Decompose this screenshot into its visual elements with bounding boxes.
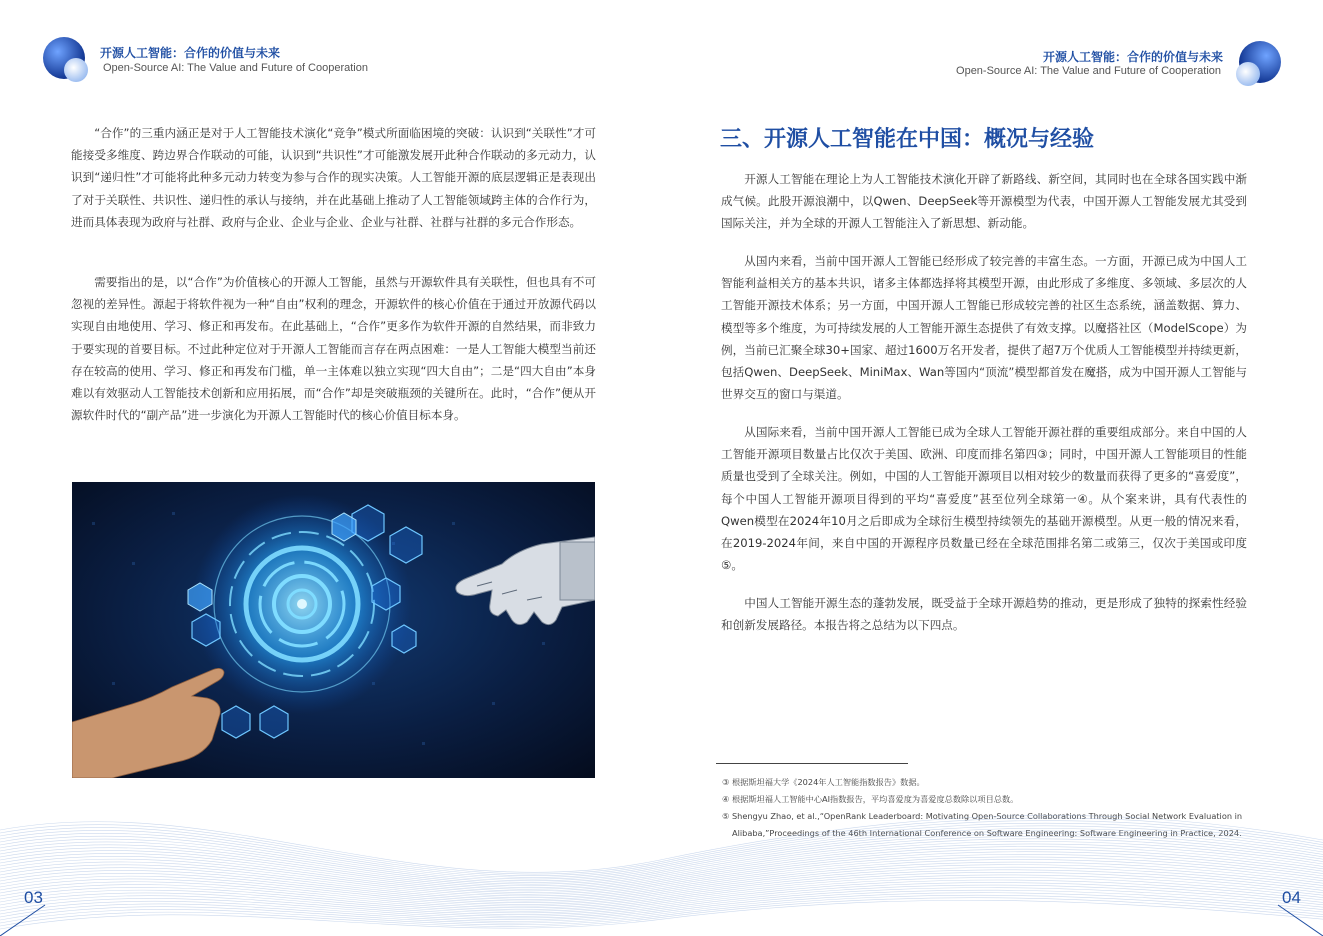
wave-decoration [0, 800, 1323, 936]
right-paragraph-3: 从国际来看，当前中国开源人工智能已成为全球人工智能开源社群的重要组成部分。来自中国的人工智能开源项目数量占比仅次于美国、欧洲、印度而排名第四③；同时，中国开源人工智能项目的性能质量也受到了全球关注。例如，中国的人工智能开源项目以相对较少的数量而获得了更多的“喜爱度”，每个中国人工智能开源项目得到的平均“喜爱度”甚至位列全球第一④。从个案来讲，具有代表性的Qwen模型在2024年10月之后即成为全球衍生模型持续领先的基础开源模型。从更一般的情况来看，在2019-2024年间，来自中国的开源程序员数量已经在全球范围排名第二或第三，仅次于美国或印度⑤。 [721, 425, 1247, 573]
left-paragraph-2: 需要指出的是，以“合作”为价值核心的开源人工智能，虽然与开源软件具有关联性，但也具有不可忽视的差异性。源起于将软件视为一种“自由”权利的理念，开源软件的核心价值在于通过开放源代码以实现自由地使用、学习、修正和再发布。在此基础上，“合作”更多作为软件开源的自然结果，而非致力于要实现的首要目标。不过此种定位对于开源人工智能而言存在两点困难：一是人工智能大模型当前还存在较高的使用、学习、修正和再发布门槛，单一主体难以独立实现“四大自由”；二是“四大自由”本身难以有效驱动人工智能技术创新和应用拓展，而“合作”却是突破瓶颈的关键所在。此时，“合作”便从开源软件时代的“副产品”进一步演化为开源人工智能时代的核心价值目标本身。 [71, 275, 596, 423]
brand-logo-icon [1234, 40, 1282, 88]
footnote-divider [716, 763, 908, 764]
brand-logo-icon [42, 36, 90, 84]
footnote-3: ③ 根据斯坦福大学《2024年人工智能指数报告》数据。 [722, 777, 925, 787]
right-paragraph-4: 中国人工智能开源生态的蓬勃发展，既受益于全球开源趋势的推动，更是形成了独特的探索性经验和创新发展路径。本报告将之总结为以下四点。 [721, 596, 1247, 633]
footnote-5: ⑤ Shengyu Zhao, et al.,“OpenRank Leaderboard: Motivating Open-Source Collaborations Through Social Network Evaluation in [722, 811, 1243, 821]
header-title-en-right: Open-Source AI: The Value and Future of Cooperation [956, 65, 1221, 77]
page-number-left: 03 [24, 888, 43, 907]
footnote-5-cont: Alibaba,”Proceedings of the 46th International Conference on Software Engineering: Software Engineering in Practice, 2024. [732, 828, 1242, 838]
header-title-en: Open-Source AI: The Value and Future of Cooperation [103, 62, 368, 74]
header-title-cn-right: 开源人工智能：合作的价值与未来 [1042, 50, 1223, 64]
right-paragraph-1: 开源人工智能在理论上为人工智能技术演化开辟了新路线、新空间，其同时也在全球各国实践中渐成气候。此股开源浪潮中，以Qwen、DeepSeek等开源模型为代表，中国开源人工智能发展尤其受到国际关注，并为全球的开源人工智能注入了新思想、新动能。 [721, 172, 1247, 231]
left-paragraph-1: “合作”的三重内涵正是对于人工智能技术演化“竞争”模式所面临困境的突破：认识到“关联性”才可能接受多维度、跨边界合作联动的可能，认识到“共识性”才可能激发展开此种合作联动的多元动力，认识到“递归性”才可能将此种多元动力转变为参与合作的现实决策。人工智能开源的底层逻辑正是表现出了对于关联性、共识性、递归性的承认与接纳，并在此基础上推动了人工智能领域跨主体的合作行为，进而具体表现为政府与社群、政府与企业、企业与企业、企业与社群、社群与社群的多元合作形态。 [71, 126, 596, 229]
page-number-right: 04 [1282, 888, 1301, 907]
footnote-4: ④ 根据斯坦福人工智能中心AI指数报告，平均喜爱度为喜爱度总数除以项目总数。 [722, 794, 1019, 804]
section-title: 三、开源人工智能在中国：概况与经验 [720, 127, 1095, 152]
right-paragraph-2: 从国内来看，当前中国开源人工智能已经形成了较完善的丰富生态。一方面，开源已成为中国人工智能利益相关方的基本共识，诸多主体都选择将其模型开源，由此形成了多维度、多领域、多层次的人工智能开源技术体系；另一方面，中国开源人工智能已形成较完善的社区生态系统，涵盖数据、算力、模型等多个维度，为可持续发展的人工智能开源生态提供了有效支撑。以魔搭社区（ModelScope）为例，当前已汇聚全球30+国家、超过1600万名开发者，提供了超7万个优质人工智能模型并持续更新，包括Qwen、DeepSeek、MiniMax、Wan等国内“顶流”模型都首发在魔搭，成为中国开源人工智能与世界交互的窗口与渠道。 [721, 254, 1247, 402]
header-title-cn: 开源人工智能：合作的价值与未来 [100, 46, 281, 60]
robot-human-hand-touch-image [72, 482, 595, 778]
